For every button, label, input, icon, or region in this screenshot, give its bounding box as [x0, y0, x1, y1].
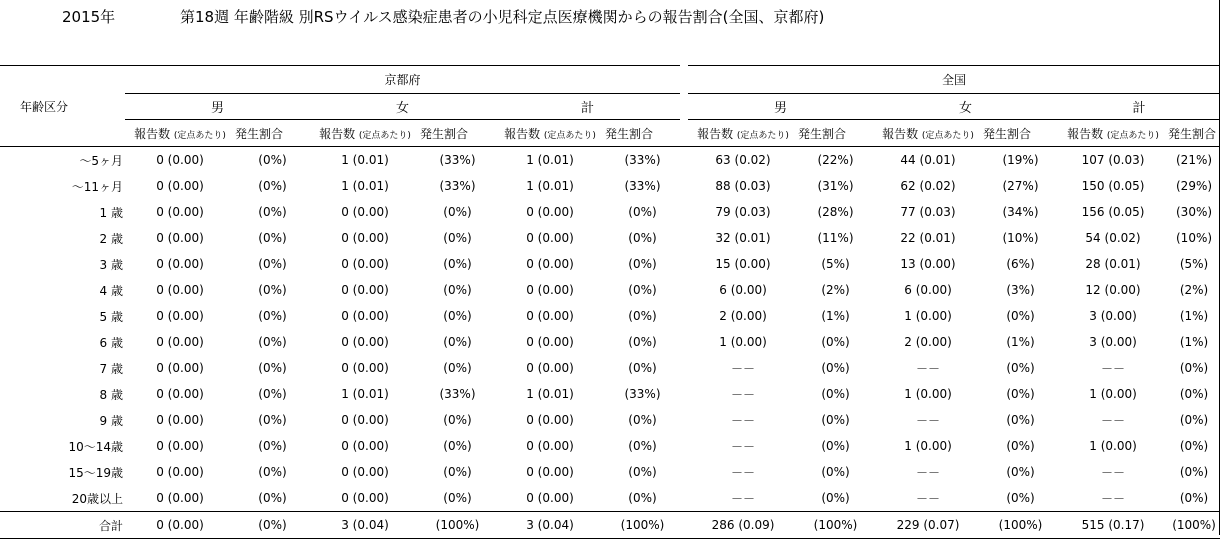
colhead-count — [125, 120, 235, 147]
count-cell: 3 (0.04) — [495, 512, 605, 539]
row-gap — [680, 459, 688, 485]
rate-cell: (11%) — [817, 231, 854, 245]
rate-cell: (0%) — [1179, 491, 1209, 505]
colhead-count — [873, 120, 983, 147]
rate-cell: (0%) — [258, 491, 287, 505]
rate-cell: (0%) — [258, 231, 287, 245]
rate-cell: (0%) — [1006, 387, 1035, 401]
count-cell: 1 (0.00) — [904, 309, 952, 323]
count-cell: 0 (0.00) — [156, 231, 204, 245]
rate-cell: (0%) — [1179, 439, 1209, 453]
colhead-age-blank — [0, 120, 125, 147]
count-cell: 13 (0.00) — [900, 257, 956, 271]
count-cell: 0 (0.00) — [156, 491, 204, 505]
table-row — [0, 251, 1220, 277]
table-row — [0, 277, 1220, 303]
rate-cell: (0%) — [628, 205, 657, 219]
rate-cell: (0%) — [821, 465, 850, 479]
row-gap — [680, 485, 688, 512]
count-cell: 0 (0.00) — [156, 413, 204, 427]
count-cell: －－ — [1101, 491, 1126, 506]
count-cell: 0 (0.00) — [526, 257, 574, 271]
count-cell: －－ — [731, 413, 756, 428]
count-cell: －－ — [731, 491, 756, 506]
row-gap — [680, 277, 688, 303]
rate-cell: (31%) — [817, 179, 854, 193]
colhead-count-sub: (定点あたり) — [1106, 130, 1159, 141]
rate-cell: (33%) — [624, 387, 661, 401]
rate-cell: (2%) — [821, 283, 850, 297]
count-cell: 0 (0.00) — [526, 283, 574, 297]
count-cell: 2 (0.00) — [719, 309, 767, 323]
age-cell: 9 歳 — [99, 413, 123, 428]
subgroup-kyoto-male: 男 — [125, 94, 310, 120]
rate-cell: (0%) — [258, 205, 287, 219]
rate-cell: (0%) — [1006, 413, 1035, 427]
rate-cell: (0%) — [443, 309, 472, 323]
rate-cell: (0%) — [628, 361, 657, 375]
count-cell: 1 (0.00) — [904, 387, 952, 401]
count-cell: 107 (0.03) — [1081, 153, 1145, 167]
count-cell: 1 (0.01) — [526, 387, 574, 401]
rate-cell: (34%) — [1002, 205, 1039, 219]
count-cell: －－ — [731, 465, 756, 480]
age-cell: 7 歳 — [99, 361, 123, 376]
rate-cell: (0%) — [1179, 361, 1209, 375]
count-cell: 3 (0.00) — [1089, 309, 1137, 323]
rate-cell: (28%) — [817, 205, 854, 219]
rate-cell: (22%) — [817, 153, 854, 167]
age-cell: 20歳以上 — [71, 491, 123, 506]
rate-cell: (6%) — [1006, 257, 1035, 271]
count-cell: 0 (0.00) — [526, 231, 574, 245]
rs-virus-age-table — [0, 65, 1220, 539]
row-gap — [680, 199, 688, 225]
count-cell: 0 (0.00) — [341, 465, 389, 479]
age-cell: 合計 — [0, 512, 125, 539]
rate-cell: (0%) — [443, 283, 472, 297]
count-cell: 0 (0.00) — [156, 309, 204, 323]
table-row — [0, 459, 1220, 485]
count-cell: 0 (0.00) — [156, 387, 204, 401]
count-cell: 1 (0.00) — [1089, 439, 1137, 453]
rate-cell: (33%) — [439, 153, 476, 167]
colhead-count-sub: (定点あたり) — [173, 130, 226, 141]
rate-cell: (0%) — [821, 361, 850, 375]
page-title: 第18週 年齢階級 別RSウイルス感染症患者の小児科定点医療機関からの報告割合(全国、京都府) — [180, 8, 825, 26]
rate-cell: (0%) — [235, 512, 310, 539]
group-header-kyoto: 京都府 — [125, 66, 680, 94]
table-row — [0, 173, 1220, 199]
rate-cell: (0%) — [1179, 465, 1209, 479]
count-cell: 286 (0.09) — [688, 512, 798, 539]
rate-cell: (0%) — [821, 387, 850, 401]
rate-cell: (0%) — [628, 413, 657, 427]
count-cell: 0 (0.00) — [341, 309, 389, 323]
count-cell: 62 (0.02) — [900, 179, 956, 193]
count-cell: 0 (0.00) — [341, 413, 389, 427]
rate-cell: (0%) — [1006, 309, 1035, 323]
table-row — [0, 355, 1220, 381]
rate-cell: (10%) — [1002, 231, 1039, 245]
rate-cell: (0%) — [628, 335, 657, 349]
age-cell: 10～14歳 — [68, 439, 123, 454]
count-cell: 156 (0.05) — [1081, 205, 1145, 219]
rate-cell: (0%) — [258, 179, 287, 193]
age-cell: ～11ヶ月 — [71, 179, 123, 194]
rate-cell: (0%) — [258, 335, 287, 349]
count-cell: 0 (0.00) — [341, 231, 389, 245]
age-cell: 6 歳 — [99, 335, 123, 350]
colhead-count-sub: (定点あたり) — [543, 130, 596, 141]
rate-cell: (0%) — [258, 439, 287, 453]
count-cell: 1 (0.00) — [719, 335, 767, 349]
age-cell: 15～19歳 — [68, 465, 123, 480]
rate-cell: (0%) — [1179, 387, 1209, 401]
rate-cell: (0%) — [628, 309, 657, 323]
count-cell: 0 (0.00) — [341, 491, 389, 505]
colhead-pct: 発生割合 — [235, 120, 310, 147]
rate-cell: (33%) — [439, 387, 476, 401]
count-cell: 0 (0.00) — [156, 439, 204, 453]
count-cell: 0 (0.00) — [341, 335, 389, 349]
colhead-count-label: 報告数 — [319, 126, 356, 141]
subgroup-gap — [680, 94, 688, 120]
count-cell: 0 (0.00) — [341, 257, 389, 271]
count-cell: 0 (0.00) — [526, 439, 574, 453]
count-cell: 54 (0.02) — [1085, 231, 1141, 245]
colhead-gap — [680, 120, 688, 147]
count-cell: 3 (0.04) — [310, 512, 420, 539]
row-gap — [680, 251, 688, 277]
colhead-count-sub: (定点あたり) — [736, 130, 789, 141]
count-cell: 6 (0.00) — [904, 283, 952, 297]
row-gap — [680, 173, 688, 199]
colhead-count — [495, 120, 605, 147]
count-cell: －－ — [916, 361, 941, 376]
table-row — [0, 407, 1220, 433]
rate-cell: (0%) — [443, 491, 472, 505]
colhead-count-sub: (定点あたり) — [921, 130, 974, 141]
count-cell: 1 (0.01) — [341, 387, 389, 401]
count-cell: －－ — [731, 439, 756, 454]
count-cell: 0 (0.00) — [526, 361, 574, 375]
rate-cell: (0%) — [1006, 465, 1035, 479]
rate-cell: (10%) — [1176, 231, 1213, 245]
rate-cell: (0%) — [628, 491, 657, 505]
row-gap — [680, 381, 688, 407]
colhead-pct: 発生割合 — [798, 120, 873, 147]
subgroup-national-male: 男 — [688, 94, 873, 120]
colhead-count-label: 報告数 — [504, 126, 541, 141]
count-cell: 0 (0.00) — [156, 205, 204, 219]
age-cell: 5 歳 — [99, 309, 123, 324]
count-cell: 1 (0.00) — [904, 439, 952, 453]
rate-cell: (0%) — [443, 231, 472, 245]
count-cell: 0 (0.00) — [341, 361, 389, 375]
count-cell: －－ — [1101, 361, 1126, 376]
subgroup-kyoto-total: 計 — [495, 94, 680, 120]
count-cell: 22 (0.01) — [900, 231, 956, 245]
count-cell: 0 (0.00) — [526, 205, 574, 219]
count-cell: 515 (0.17) — [1058, 512, 1168, 539]
rate-cell: (0%) — [821, 491, 850, 505]
rate-cell: (0%) — [443, 413, 472, 427]
rate-cell: (0%) — [628, 257, 657, 271]
count-cell: 0 (0.00) — [156, 257, 204, 271]
rate-cell: (5%) — [821, 257, 850, 271]
count-cell: －－ — [1101, 465, 1126, 480]
rate-cell: (0%) — [821, 439, 850, 453]
colhead-count — [310, 120, 420, 147]
count-cell: 0 (0.00) — [526, 413, 574, 427]
rate-cell: (0%) — [443, 335, 472, 349]
count-cell: 1 (0.01) — [341, 179, 389, 193]
count-cell: －－ — [916, 413, 941, 428]
rate-cell: (0%) — [258, 413, 287, 427]
rate-cell: (0%) — [1179, 413, 1209, 427]
rate-cell: (1%) — [1179, 309, 1209, 323]
rate-cell: (3%) — [1006, 283, 1035, 297]
count-cell: －－ — [1101, 413, 1126, 428]
count-cell: 0 (0.00) — [526, 465, 574, 479]
rate-cell: (5%) — [1179, 257, 1209, 271]
colhead-pct: 発生割合 — [1168, 120, 1220, 147]
row-gap — [680, 303, 688, 329]
table-row — [0, 485, 1220, 512]
count-cell: 44 (0.01) — [900, 153, 956, 167]
count-cell: 2 (0.00) — [904, 335, 952, 349]
age-cell: ～5ヶ月 — [79, 153, 123, 168]
row-gap — [680, 329, 688, 355]
colhead-count — [1058, 120, 1168, 147]
subgroup-national-female: 女 — [873, 94, 1058, 120]
rate-cell: (33%) — [439, 179, 476, 193]
rate-cell: (19%) — [1002, 153, 1039, 167]
count-cell: 1 (0.01) — [526, 179, 574, 193]
count-cell: 0 (0.00) — [526, 309, 574, 323]
count-cell: －－ — [731, 387, 756, 402]
age-cell: 8 歳 — [99, 387, 123, 402]
row-gap — [680, 225, 688, 251]
table-row — [0, 147, 1220, 174]
colhead-pct: 発生割合 — [983, 120, 1058, 147]
rate-cell: (0%) — [443, 465, 472, 479]
count-cell: 0 (0.00) — [526, 491, 574, 505]
count-cell: 0 (0.00) — [125, 512, 235, 539]
rate-cell: (2%) — [1179, 283, 1209, 297]
count-cell: 63 (0.02) — [715, 153, 771, 167]
count-cell: 0 (0.00) — [156, 335, 204, 349]
count-cell: 12 (0.00) — [1085, 283, 1141, 297]
count-cell: 1 (0.00) — [1089, 387, 1137, 401]
rate-cell: (1%) — [1006, 335, 1035, 349]
rate-cell: (100%) — [1168, 512, 1220, 539]
rate-cell: (100%) — [798, 512, 873, 539]
table-row — [0, 381, 1220, 407]
rate-cell: (0%) — [1006, 439, 1035, 453]
group-header-national: 全国 — [688, 66, 1220, 94]
rate-cell: (0%) — [628, 231, 657, 245]
age-cell: 3 歳 — [99, 257, 123, 272]
colhead-count-label: 報告数 — [134, 126, 171, 141]
count-cell: 0 (0.00) — [526, 335, 574, 349]
table-row — [0, 225, 1220, 251]
table-row — [0, 433, 1220, 459]
count-cell: 0 (0.00) — [156, 361, 204, 375]
age-cell: 1 歳 — [99, 205, 123, 220]
rate-cell: (0%) — [258, 283, 287, 297]
total-row — [0, 512, 1220, 539]
rate-cell: (1%) — [821, 309, 850, 323]
count-cell: 77 (0.03) — [900, 205, 956, 219]
count-cell: 0 (0.00) — [156, 465, 204, 479]
table-row — [0, 199, 1220, 225]
age-cell: 4 歳 — [99, 283, 123, 298]
count-cell: 1 (0.01) — [526, 153, 574, 167]
row-gap — [680, 512, 688, 539]
table-row — [0, 329, 1220, 355]
row-gap — [680, 407, 688, 433]
rate-cell: (0%) — [443, 439, 472, 453]
count-cell: 32 (0.01) — [715, 231, 771, 245]
group-gap — [680, 66, 688, 94]
rate-cell: (0%) — [628, 465, 657, 479]
count-cell: 0 (0.00) — [341, 205, 389, 219]
table-row — [0, 303, 1220, 329]
colhead-pct: 発生割合 — [420, 120, 495, 147]
rate-cell: (0%) — [258, 465, 287, 479]
count-cell: 6 (0.00) — [719, 283, 767, 297]
age-header-cell — [0, 66, 125, 94]
rate-cell: (0%) — [1006, 491, 1035, 505]
rate-cell: (27%) — [1002, 179, 1039, 193]
colhead-count-sub: (定点あたり) — [358, 130, 411, 141]
count-cell: －－ — [731, 361, 756, 376]
count-cell: 150 (0.05) — [1081, 179, 1145, 193]
rate-cell: (0%) — [821, 335, 850, 349]
rate-cell: (0%) — [1006, 361, 1035, 375]
row-gap — [680, 355, 688, 381]
count-cell: 79 (0.03) — [715, 205, 771, 219]
count-cell: －－ — [916, 465, 941, 480]
count-cell: 0 (0.00) — [341, 283, 389, 297]
row-gap — [680, 433, 688, 459]
count-cell: 229 (0.07) — [873, 512, 983, 539]
rate-cell: (30%) — [1176, 205, 1213, 219]
rate-cell: (0%) — [258, 257, 287, 271]
row-gap — [680, 147, 688, 174]
count-cell: 88 (0.03) — [715, 179, 771, 193]
subgroup-kyoto-female: 女 — [310, 94, 495, 120]
rate-cell: (0%) — [258, 387, 287, 401]
count-cell: 28 (0.01) — [1085, 257, 1141, 271]
rate-cell: (0%) — [258, 153, 287, 167]
rate-cell: (0%) — [443, 257, 472, 271]
rate-cell: (100%) — [420, 512, 495, 539]
rate-cell: (0%) — [258, 361, 287, 375]
rate-cell: (100%) — [605, 512, 680, 539]
count-cell: 0 (0.00) — [156, 153, 204, 167]
count-cell: 0 (0.00) — [156, 283, 204, 297]
colhead-count — [688, 120, 798, 147]
rate-cell: (0%) — [821, 413, 850, 427]
count-cell: 1 (0.01) — [341, 153, 389, 167]
rate-cell: (0%) — [443, 205, 472, 219]
rate-cell: (29%) — [1176, 179, 1213, 193]
colhead-count-label: 報告数 — [882, 126, 919, 141]
rate-cell: (100%) — [983, 512, 1058, 539]
count-cell: 0 (0.00) — [156, 179, 204, 193]
colhead-count-label: 報告数 — [1067, 126, 1104, 141]
rate-cell: (33%) — [624, 153, 661, 167]
rate-cell: (21%) — [1176, 153, 1213, 167]
count-cell: －－ — [916, 491, 941, 506]
rate-cell: (0%) — [258, 309, 287, 323]
subgroup-national-total: 計 — [1058, 94, 1220, 120]
age-header: 年齢区分 — [20, 100, 69, 114]
year-label: 2015年 — [62, 8, 116, 26]
count-cell: 3 (0.00) — [1089, 335, 1137, 349]
rate-cell: (0%) — [628, 439, 657, 453]
rate-cell: (0%) — [628, 283, 657, 297]
count-cell: 15 (0.00) — [715, 257, 771, 271]
rate-cell: (1%) — [1179, 335, 1209, 349]
colhead-count-label: 報告数 — [697, 126, 734, 141]
count-cell: 0 (0.00) — [341, 439, 389, 453]
rate-cell: (33%) — [624, 179, 661, 193]
colhead-pct: 発生割合 — [605, 120, 680, 147]
rate-cell: (0%) — [443, 361, 472, 375]
age-cell: 2 歳 — [99, 231, 123, 246]
